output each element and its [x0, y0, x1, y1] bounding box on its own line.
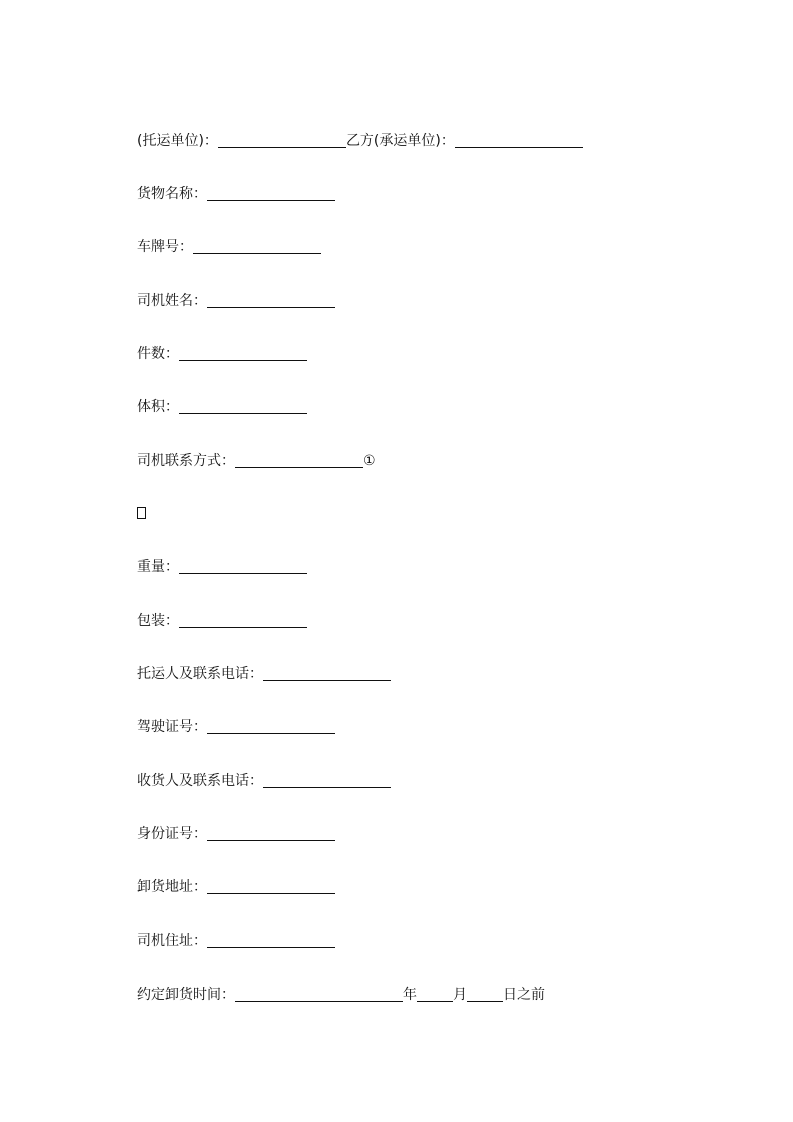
missing-glyph-row	[137, 502, 146, 524]
shipper-contact-blank[interactable]	[263, 666, 391, 681]
volume-row	[137, 396, 307, 418]
carrier-label: 乙方(承运单位)：	[345, 133, 455, 149]
shipper-contact-row	[137, 663, 391, 685]
driver-name-blank[interactable]	[207, 293, 335, 308]
piece-count-label: 件数：	[137, 346, 179, 362]
goods-name-blank[interactable]	[207, 186, 335, 201]
driver-contact-row	[137, 450, 376, 472]
unload-address-blank[interactable]	[207, 879, 335, 894]
packaging-label: 包装：	[137, 613, 179, 629]
carrier-blank[interactable]	[455, 133, 583, 148]
driver-contact-blank[interactable]	[235, 453, 363, 468]
id-number-label: 身份证号：	[137, 826, 207, 842]
goods-name-label: 货物名称：	[137, 186, 207, 202]
consignee-contact-row	[137, 770, 391, 792]
consignor-blank[interactable]	[218, 133, 346, 148]
missing-glyph-box	[137, 507, 146, 519]
packaging-row	[137, 610, 307, 632]
license-number-row	[137, 716, 335, 738]
license-number-label: 驾驶证号：	[137, 719, 207, 735]
driver-contact-label: 司机联系方式：	[137, 453, 235, 469]
unload-address-label: 卸货地址：	[137, 879, 207, 895]
license-number-blank[interactable]	[207, 719, 335, 734]
weight-blank[interactable]	[179, 559, 307, 574]
piece-count-row	[137, 343, 307, 365]
driver-name-row	[137, 290, 335, 312]
unload-time-blank[interactable]	[235, 987, 403, 1002]
weight-label: 重量：	[137, 559, 179, 575]
driver-address-label: 司机住址：	[137, 933, 207, 949]
day-suffix-label: 日之前	[503, 987, 545, 1003]
weight-row	[137, 556, 307, 578]
plate-number-row	[137, 236, 321, 258]
driver-address-blank[interactable]	[207, 933, 335, 948]
footnote-mark: ①	[363, 453, 376, 469]
driver-name-label: 司机姓名：	[137, 293, 207, 309]
unload-time-row	[137, 984, 545, 1006]
plate-number-blank[interactable]	[193, 239, 321, 254]
id-number-blank[interactable]	[207, 826, 335, 841]
shipper-contact-label: 托运人及联系电话：	[137, 666, 263, 682]
piece-count-blank[interactable]	[179, 346, 307, 361]
volume-blank[interactable]	[179, 399, 307, 414]
consignee-contact-blank[interactable]	[263, 773, 391, 788]
volume-label: 体积：	[137, 399, 179, 415]
unload-time-label: 约定卸货时间：	[137, 987, 235, 1003]
goods-name-row	[137, 183, 335, 205]
plate-number-label: 车牌号：	[137, 239, 193, 255]
packaging-blank[interactable]	[179, 613, 307, 628]
consignee-contact-label: 收货人及联系电话：	[137, 773, 263, 789]
year-label: 年	[403, 987, 417, 1003]
consignor-label: (托运单位)：	[137, 133, 218, 149]
month-blank[interactable]	[417, 987, 453, 1002]
month-label: 月	[453, 987, 467, 1003]
day-blank[interactable]	[467, 987, 503, 1002]
consignor-carrier-row	[137, 130, 583, 152]
driver-address-row	[137, 930, 335, 952]
unload-address-row	[137, 876, 335, 898]
id-number-row	[137, 823, 335, 845]
